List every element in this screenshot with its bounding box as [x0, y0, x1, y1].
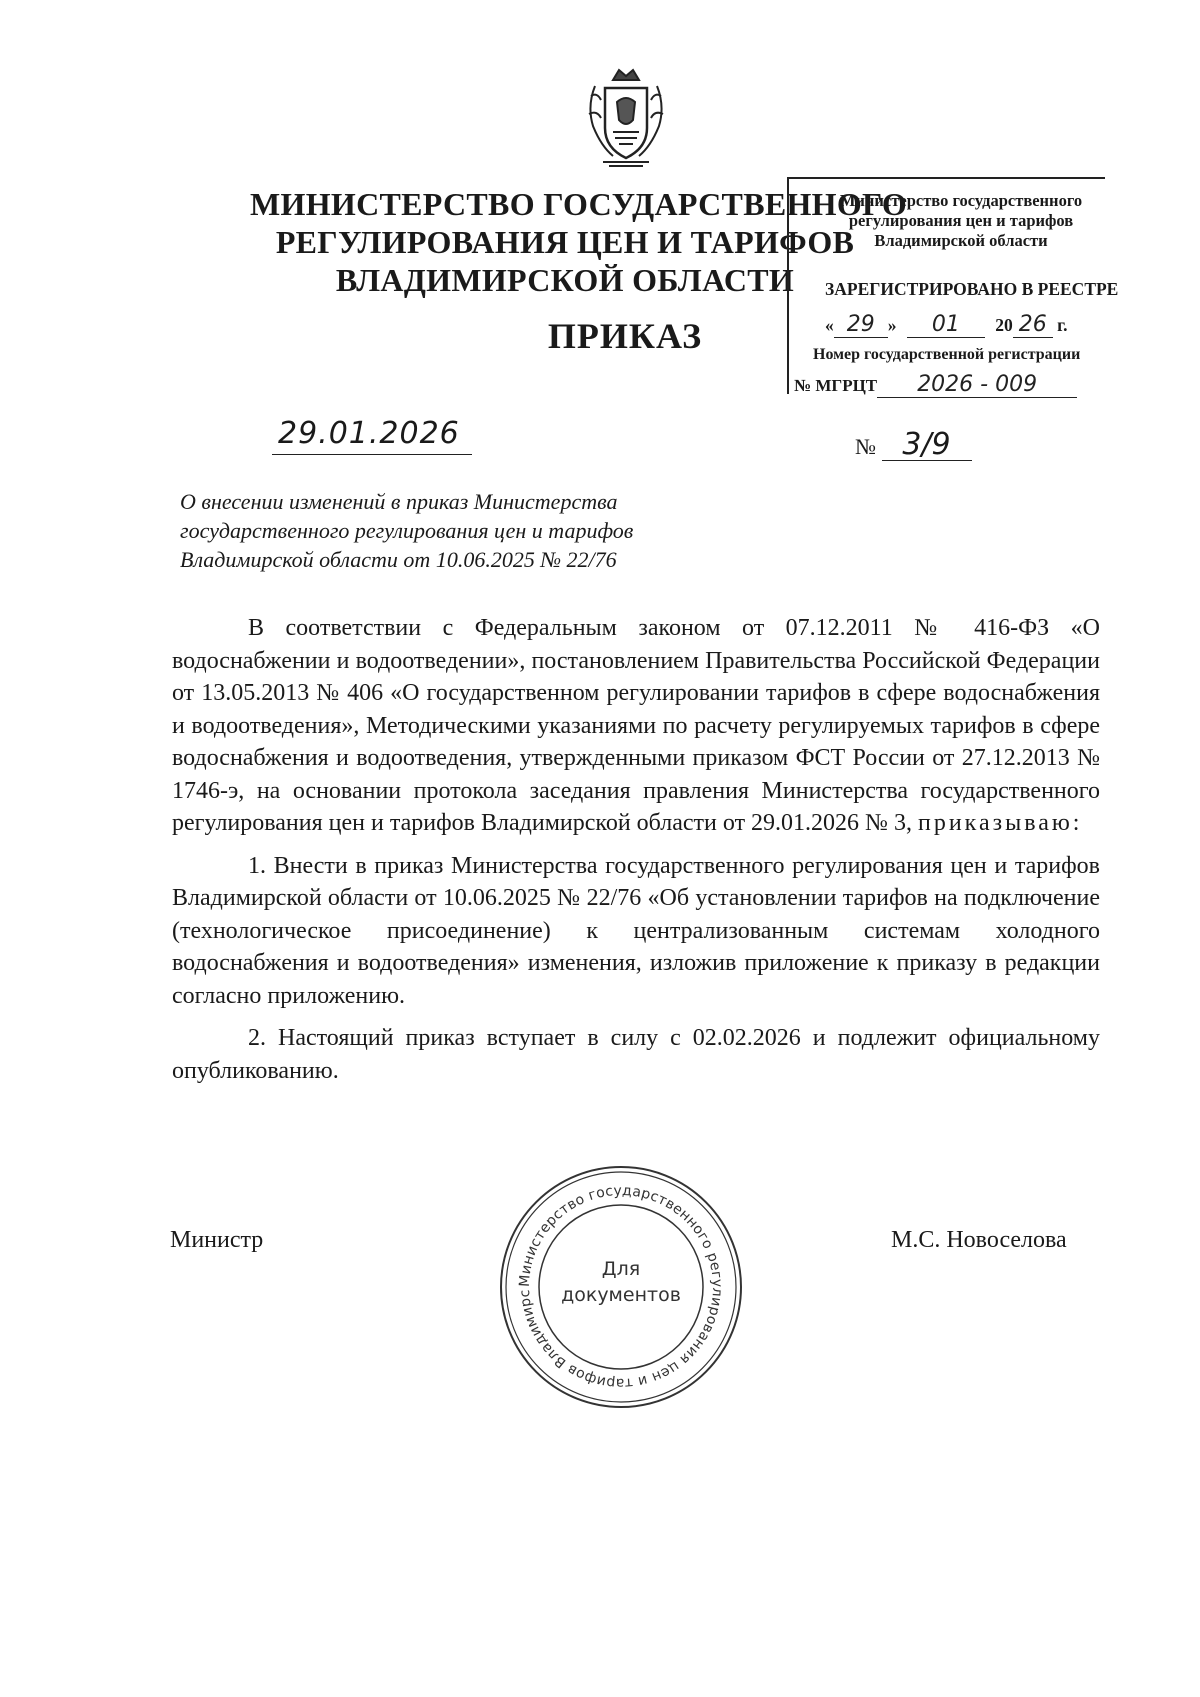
- stamp-number-prefix: № МГРЦТ: [794, 376, 878, 395]
- subject-line1: О внесении изменений в приказ Министерства: [180, 489, 618, 514]
- stamp-year-prefix: 20: [995, 315, 1013, 335]
- stamp-registration-number: [794, 372, 1077, 398]
- seal-ring-text: Министерство государственного регулирования цен и тарифов Владимирс: [516, 1182, 726, 1392]
- order-item-2: 2. Настоящий приказ вступает в силу с 02.02.2026 и подлежит официальному опубликованию.: [172, 1025, 1100, 1084]
- stamp-number-label: Номер государственной регистрации: [813, 346, 1081, 363]
- subject-line2: государственного регулирования цен и тарифов: [180, 518, 634, 543]
- stamp-registration-date: « 29 » 01 20 26 г.: [825, 312, 1068, 337]
- stamp-org-line1: Министерство государственного: [839, 191, 1083, 210]
- order-title: ПРИКАЗ: [547, 316, 703, 356]
- stamp-day: 29: [834, 312, 888, 338]
- document-date-field: [272, 416, 472, 455]
- stamp-year-suffix: 26: [1013, 312, 1053, 338]
- order-item-1: 1. Внести в приказ Министерства государственного регулирования цен и тарифов Владимирской области от 10.06.2025 № 22/76 «Об установлении тарифов на подключение (технологическое присоединение) к централизованным системам холодного водоснабжения и водоотведения» изменения, изложив приложение к приказу в редакции согласно приложению.: [172, 852, 1100, 1009]
- stamp-org-line3: Владимирской области: [874, 231, 1048, 250]
- preamble-paragraph: [172, 612, 1100, 840]
- order-subject: [180, 487, 700, 574]
- stamp-year-unit: г.: [1057, 315, 1068, 335]
- subject-line3: Владимирской области от 10.06.2025 № 22/76: [180, 547, 617, 572]
- document-number-sign: №: [855, 434, 876, 459]
- seal-label: [556, 1256, 686, 1308]
- signer-name: М.С. Новоселова: [891, 1227, 1067, 1253]
- document-number-field: [855, 427, 972, 462]
- preamble-text: В соответствии с Федеральным законом от 07.12.2011 № 416-ФЗ «О водоснабжении и водоотведении», постановлением Правительства Российской Федерации от 13.05.2013 № 406 «О государственном регулировании тарифов в сфере водоснабжения и водоотведения», Методическими указаниями по расчету регулируемых тарифов в сфере водоснабжения и водоотведения, утвержденными приказом ФСТ России от 27.12.2013 № 1746-э, на основании протокола заседания правления Министерства государственного регулирования цен и тарифов Владимирской области от 29.01.2026 № 3,: [172, 615, 1100, 836]
- stamp-org-line2: регулирования цен и тарифов: [848, 211, 1074, 230]
- stamp-number-value: 2026 - 009: [877, 372, 1077, 398]
- ministry-header-line1: МИНИСТЕРСТВО ГОСУДАРСТВЕННОГО: [250, 186, 908, 222]
- stamp-registered-label: ЗАРЕГИСТРИРОВАНО В РЕЕСТРЕ: [825, 279, 1119, 299]
- document-number: 3/9: [882, 430, 972, 461]
- stamp-month: 01: [907, 312, 985, 338]
- registration-stamp: [787, 177, 1119, 397]
- seal-label-line1: Для: [601, 1258, 641, 1280]
- coat-of-arms-icon: [583, 66, 669, 170]
- document-date: 29.01.2026: [278, 416, 460, 451]
- seal-label-line2: документов: [561, 1284, 681, 1306]
- order-body: [172, 612, 1100, 1087]
- stamp-organization: [825, 191, 1097, 251]
- ministry-header-line2: РЕГУЛИРОВАНИЯ ЦЕН И ТАРИФОВ: [275, 224, 855, 260]
- ministry-header: [250, 185, 908, 299]
- ministry-header-line3: ВЛАДИМИРСКОЙ ОБЛАСТИ: [335, 262, 795, 298]
- round-seal: [496, 1162, 746, 1412]
- order-word: приказываю:: [917, 810, 1083, 836]
- signer-title: Министр: [170, 1227, 264, 1253]
